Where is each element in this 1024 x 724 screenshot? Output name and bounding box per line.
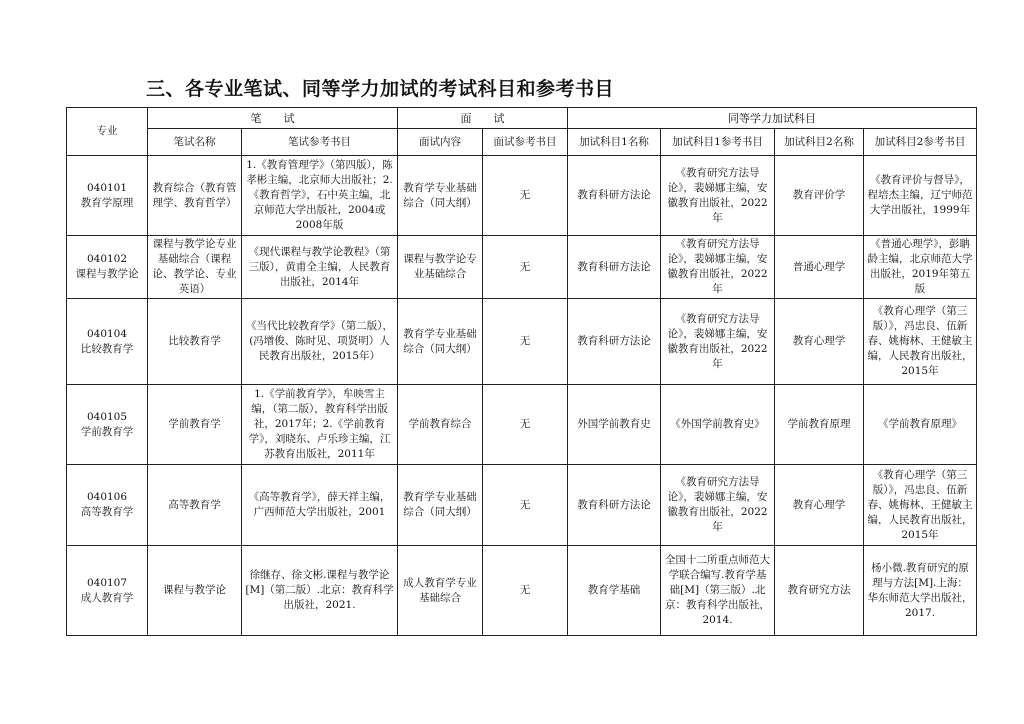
- table-row: [67, 385, 977, 465]
- interview-cell: 成人教育学专业基础综合: [398, 546, 483, 636]
- exam-books-cell: 《高等教育学》，薛天祥主编，广西师范大学出版社，2001: [242, 465, 398, 546]
- add1-books-cell: 《教育研究方法导论》，裴娣娜主编，安徽教育出版社，2022年: [661, 156, 775, 236]
- add1-cell: 教育学基础: [568, 546, 661, 636]
- interview-books-cell: 无: [483, 236, 568, 299]
- col-header-exam-name: 笔试名称: [148, 129, 242, 156]
- add1-books-cell: 全国十二所重点师范大学联合编写.教育学基础[M]（第三版）.北京：教育科学出版社，2014.: [661, 546, 775, 636]
- major-name: 比较教育学: [80, 342, 134, 355]
- add1-books-cell: 《教育研究方法导论》，裴娣娜主编，安徽教育出版社，2022年: [661, 236, 775, 299]
- add1-books-cell: 《教育研究方法导论》，裴娣娜主编，安徽教育出版社，2022年: [661, 299, 775, 385]
- table-row: [67, 236, 977, 299]
- add1-cell: 教育科研方法论: [568, 299, 661, 385]
- written-group-header: 笔 试: [148, 108, 398, 129]
- table-row: [67, 546, 977, 636]
- add2-cell: 教育心理学: [775, 299, 864, 385]
- major-name: 成人教育学: [80, 591, 134, 604]
- major-name: 高等教育学: [80, 506, 134, 518]
- add2-books-cell: 《教育心理学（第三版）》，冯忠良、伍新春、姚梅林、王健敏主编，人民教育出版社，2015年: [864, 465, 977, 546]
- interview-books-cell: 无: [483, 465, 568, 546]
- col-header-exam-books: 笔试参考书目: [242, 129, 398, 156]
- add2-cell: 教育研究方法: [775, 546, 864, 636]
- add1-cell: 外国学前教育史: [568, 385, 661, 465]
- major-name: 教育学原理: [80, 196, 134, 209]
- major-code: 040105: [86, 410, 128, 423]
- add2-books-cell: 《学前教育原理》: [864, 385, 977, 465]
- major-name: 学前教育学: [80, 425, 134, 438]
- equiv-group-header: 同等学力加试科目: [568, 108, 977, 129]
- add2-books-cell: 杨小微.教育研究的原理与方法[M].上海：华东师范大学出版社，2017.: [864, 546, 977, 636]
- major-cell: [67, 299, 148, 385]
- col-header-add1-books: 加试科目1参考书目: [661, 129, 775, 156]
- exam-name-cell: 教育综合（教育管理学、教育哲学）: [148, 156, 242, 236]
- add1-books-cell: 《外国学前教育史》: [661, 385, 775, 465]
- col-header-add1: 加试科目1名称: [568, 129, 661, 156]
- exam-name-cell: 比较教育学: [148, 299, 242, 385]
- add2-books-cell: 《教育心理学（第三版）》，冯忠良、伍新春、姚梅林、王健敏主编，人民教育出版社，2015年: [864, 299, 977, 385]
- exam-books-cell: 1.《学前教育学》，牟映雪主编，（第二版），教育科学出版社，2017年；2.《学前教育学》，刘晓东、卢乐珍主编，江苏教育出版社，2011年: [242, 385, 398, 465]
- major-cell: [67, 385, 148, 465]
- major-code: 040106: [86, 491, 128, 503]
- col-header-interview-books: 面试参考书目: [483, 129, 568, 156]
- interview-cell: 教育学专业基础综合（同大纲）: [398, 156, 483, 236]
- exam-books-cell: 徐继存、徐文彬.课程与教学论[M]（第二版）.北京：教育科学出版社，2021.: [242, 546, 398, 636]
- add2-cell: 教育评价学: [775, 156, 864, 236]
- exam-name-cell: 学前教育学: [148, 385, 242, 465]
- exam-books-cell: 《当代比较教育学》（第二版），(冯增俊、陈时见、项贤明）人民教育出版社，2015年）: [242, 299, 398, 385]
- add1-books-cell: 《教育研究方法导论》，裴娣娜主编，安徽教育出版社，2022年: [661, 465, 775, 546]
- add2-books-cell: 《教育评价与督导》，程培杰主编，辽宁师范大学出版社，1999年: [864, 156, 977, 236]
- major-cell: [67, 156, 148, 236]
- major-cell: [67, 546, 148, 636]
- exam-books-cell: 《现代课程与教学论教程》（第三版），黄甫全主编，人民教育出版社，2014年: [242, 236, 398, 299]
- major-header: 专业: [67, 108, 148, 156]
- exam-name-cell: 课程与教学论: [148, 546, 242, 636]
- col-header-add2: 加试科目2名称: [775, 129, 864, 156]
- col-header-interview: 面试内容: [398, 129, 483, 156]
- interview-books-cell: 无: [483, 299, 568, 385]
- add2-cell: 教育心理学: [775, 465, 864, 546]
- add2-cell: 普通心理学: [775, 236, 864, 299]
- table-row: [67, 156, 977, 236]
- exam-name-cell: 高等教育学: [148, 465, 242, 546]
- add1-cell: 教育科研方法论: [568, 236, 661, 299]
- col-header-add2-books: 加试科目2参考书目: [864, 129, 977, 156]
- add1-cell: 教育科研方法论: [568, 156, 661, 236]
- interview-cell: 教育学专业基础综合（同大纲）: [398, 465, 483, 546]
- interview-books-cell: 无: [483, 385, 568, 465]
- exam-name-cell: 课程与教学论专业基础综合（课程论、教学论、专业英语）: [148, 236, 242, 299]
- table-row: [67, 299, 977, 385]
- exam-subjects-table: [66, 107, 977, 636]
- add2-books-cell: 《普通心理学》，彭聃龄主编，北京师范大学出版社，2019年第五版: [864, 236, 977, 299]
- major-cell: [67, 465, 148, 546]
- major-code: 040104: [86, 327, 128, 340]
- interview-cell: 教育学专业基础综合（同大纲）: [398, 299, 483, 385]
- interview-cell: 学前教育综合: [398, 385, 483, 465]
- interview-cell: 课程与教学论专业基础综合: [398, 236, 483, 299]
- add2-cell: 学前教育原理: [775, 385, 864, 465]
- major-cell: [67, 236, 148, 299]
- add1-cell: 教育科研方法论: [568, 465, 661, 546]
- interview-books-cell: 无: [483, 156, 568, 236]
- table-row: [67, 465, 977, 546]
- major-name: 课程与教学论: [75, 268, 139, 280]
- interview-group-header: 面 试: [398, 108, 568, 129]
- major-code: 040101: [86, 181, 128, 194]
- interview-books-cell: 无: [483, 546, 568, 636]
- exam-books-cell: 1.《教育管理学》（第四版），陈孝彬主编，北京师大出版社；2.《教育哲学》，石中英主编，北京师范大学出版社，2004或2008年版: [242, 156, 398, 236]
- major-code: 040107: [86, 576, 128, 589]
- major-code: 040102: [86, 253, 128, 265]
- page-title: 三、各专业笔试、同等学力加试的考试科目和参考书目: [146, 78, 615, 100]
